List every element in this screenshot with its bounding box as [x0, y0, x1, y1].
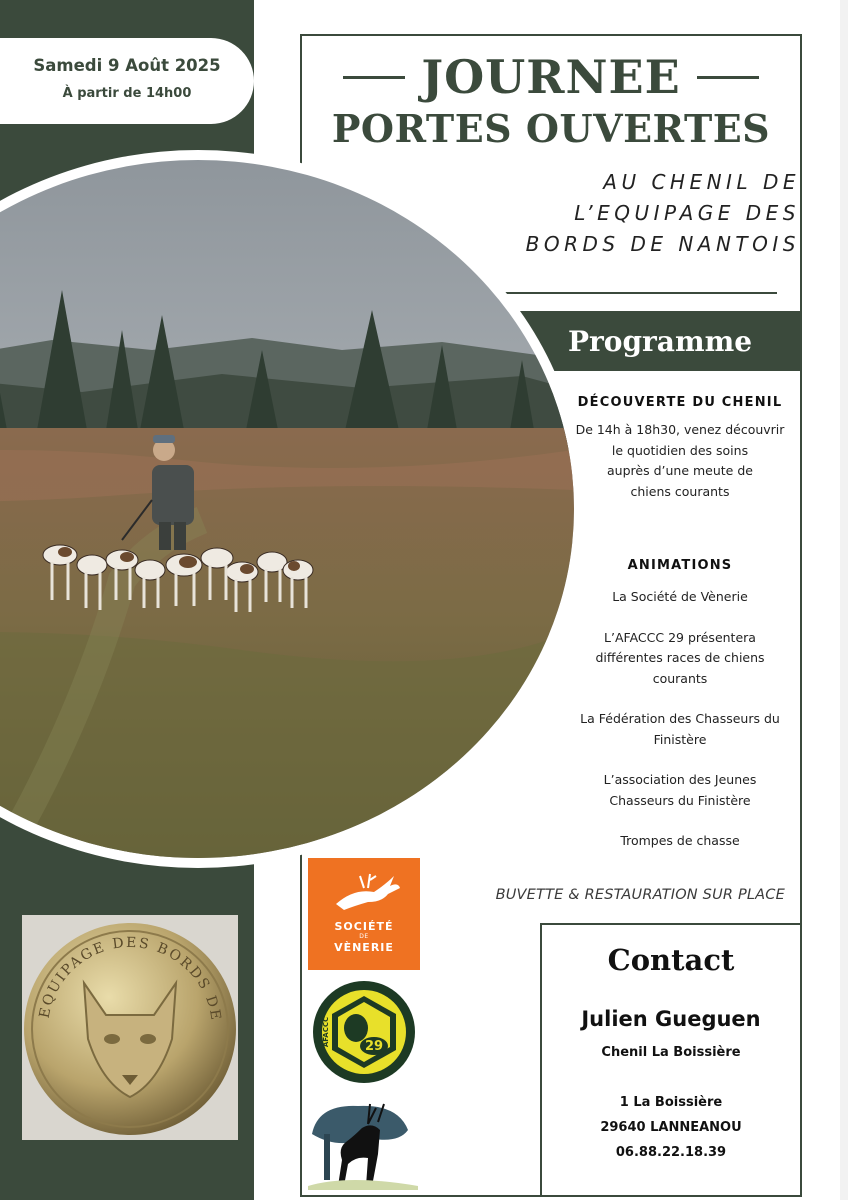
animation-item — [560, 831, 800, 852]
programme-heading: Programme — [567, 324, 753, 358]
afaccc-side-label: AFACCC — [322, 1016, 330, 1048]
equipage-medal-photo — [22, 915, 238, 1140]
section-title-decouverte: DÉCOUVERTE DU CHENIL — [577, 395, 783, 410]
subtitle-line: BORDS DE NANTOIS — [525, 232, 800, 256]
contact-panel — [540, 923, 802, 1197]
text-line: courants — [652, 670, 708, 686]
subtitle — [440, 167, 800, 260]
text-line: Chasseurs du Finistère — [609, 792, 751, 808]
title-dash-right — [697, 76, 759, 79]
subtitle-line: L’EQUIPAGE DES — [574, 201, 800, 225]
venerie-line1: SOCIÉTÉ — [334, 920, 394, 933]
text-line: Trompes de chasse — [620, 833, 740, 848]
decouverte-text — [560, 420, 800, 502]
text-line: auprès d’une meute de — [607, 463, 753, 478]
stag-icon — [324, 866, 404, 916]
animation-item — [560, 587, 800, 608]
venerie-line2: DE — [359, 933, 369, 940]
text-line: L’association des Jeunes — [603, 772, 757, 787]
title-line1: JOURNEE — [421, 50, 681, 104]
text-line: Finistère — [653, 731, 707, 747]
text-line: le quotidien des soins — [611, 442, 749, 458]
animation-item — [560, 709, 800, 750]
buvette-note: BUVETTE & RESTAURATION SUR PLACE — [495, 887, 785, 903]
contact-address-line1: 1 La Boissière — [619, 1095, 723, 1110]
contact-phone[interactable]: 06.88.22.18.39 — [615, 1145, 727, 1160]
contact-name: Julien Gueguen — [581, 1007, 761, 1031]
title-line2: PORTES OUVERTES — [331, 106, 771, 151]
text-line: La Société de Vènerie — [612, 589, 748, 604]
afaccc-logo — [312, 980, 416, 1084]
event-date: Samedi 9 Août 2025 — [33, 56, 221, 75]
title-dash-left — [343, 76, 405, 79]
programme-banner — [518, 311, 802, 371]
subtitle-line: AU CHENIL DE — [603, 170, 800, 194]
animation-item — [560, 770, 800, 811]
programme-list — [560, 395, 800, 852]
venerie-line3: VÈNERIE — [334, 941, 394, 954]
text-line: différentes races de chiens — [595, 650, 765, 665]
text-line: De 14h à 18h30, venez découvrir — [575, 422, 785, 437]
event-time: À partir de 14h00 — [62, 86, 192, 101]
federation-chasseurs-logo — [308, 1094, 418, 1190]
right-edge — [840, 0, 848, 1200]
afaccc-number: 29 — [364, 1039, 384, 1054]
contact-address-line2: 29640 LANNEANOU — [600, 1120, 742, 1135]
animation-item — [560, 628, 800, 690]
subtitle-divider — [505, 292, 777, 294]
text-line: La Fédération des Chasseurs du — [580, 711, 780, 726]
contact-heading: Contact — [607, 943, 735, 977]
medal-inscription: EQUIPAGE DES BORDS DE — [36, 934, 224, 1023]
text-line: L’AFACCC 29 présentera — [604, 629, 756, 645]
title-block — [300, 50, 802, 151]
date-badge — [0, 38, 254, 124]
text-line: chiens courants — [630, 483, 730, 499]
contact-kennel: Chenil La Boissière — [601, 1045, 741, 1060]
section-title-animations: ANIMATIONS — [627, 558, 733, 573]
societe-venerie-logo — [308, 858, 420, 970]
